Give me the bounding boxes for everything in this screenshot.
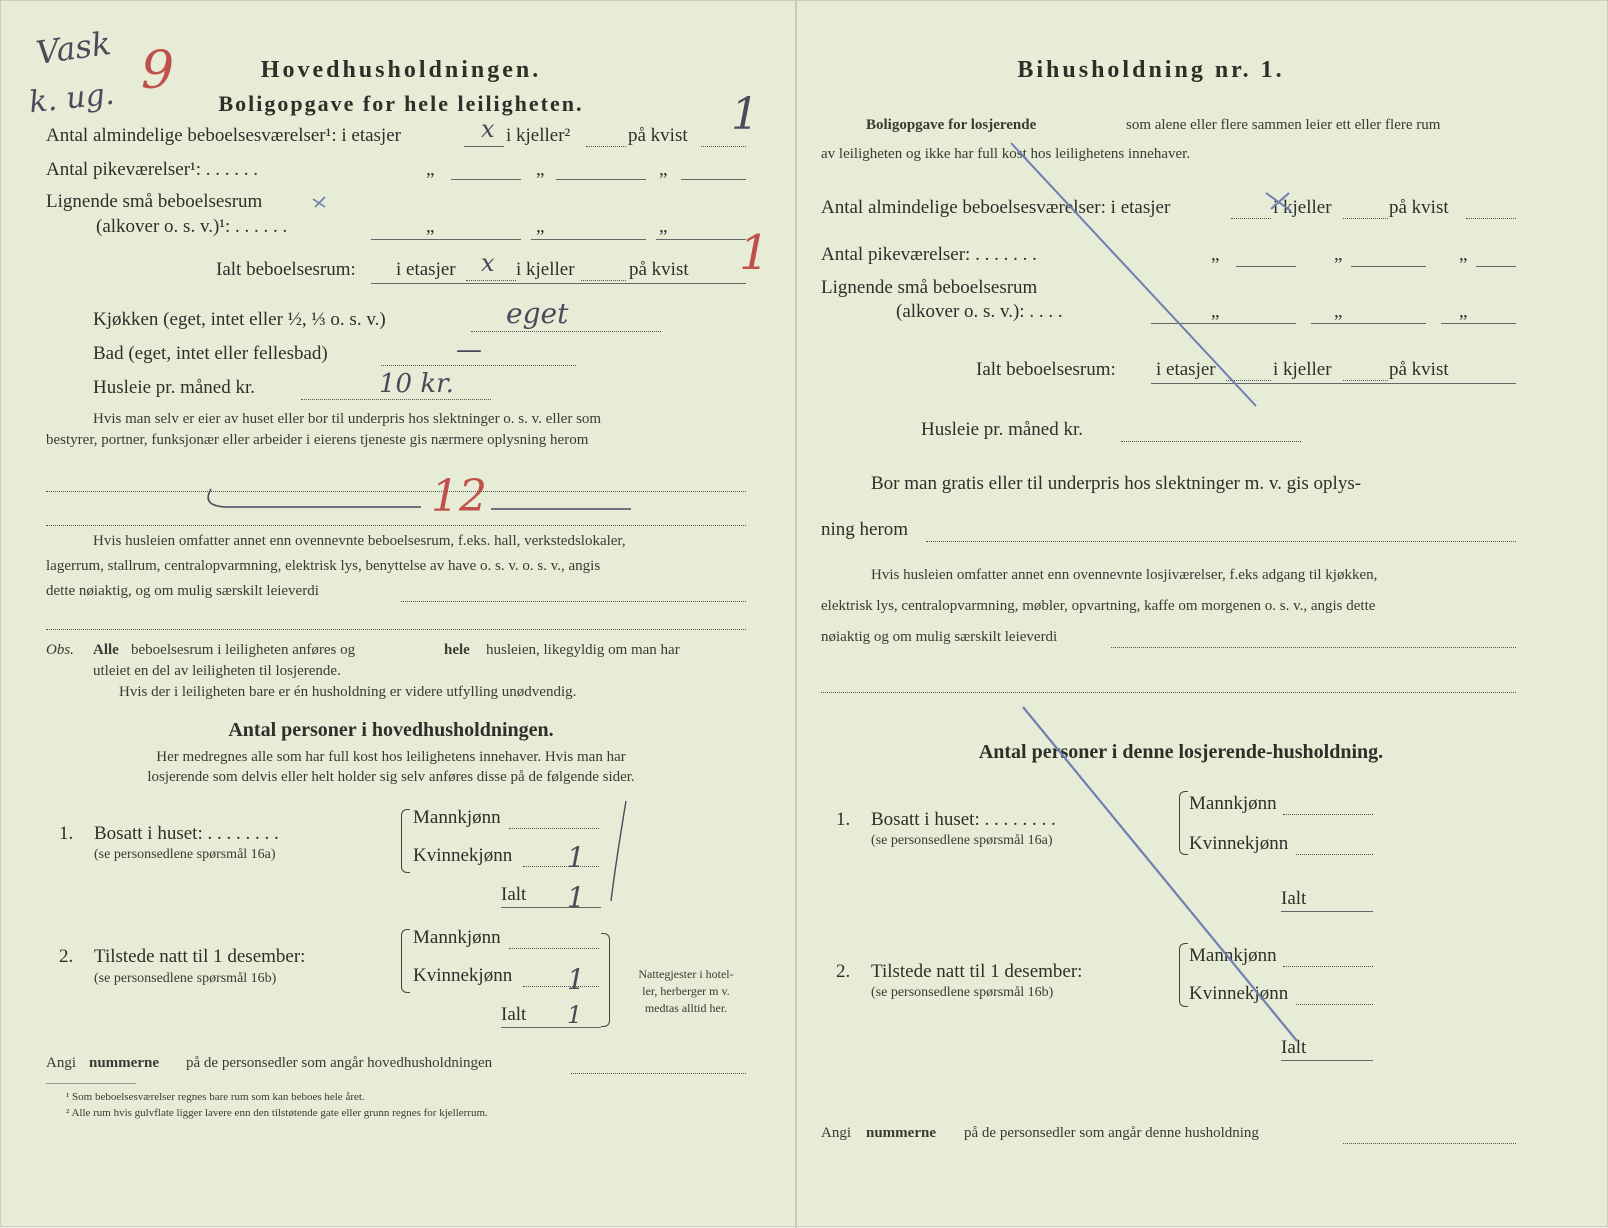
q1-number: 1. — [59, 823, 74, 844]
main-household-section — [31, 1, 771, 1228]
lodger-angi-line — [1343, 1143, 1516, 1144]
lodger-q1-sub: (se personsedlene spørsmål 16a) — [871, 833, 1053, 848]
lodger-q1-female-line — [1296, 854, 1373, 855]
lodger-maid-label: Antal pikeværelser: . . . . . . . — [821, 244, 1037, 265]
lodger-household-title: Bihusholdning nr. 1. — [1017, 57, 1285, 83]
handwritten-total-etasjer: x — [481, 249, 495, 277]
obs-alle: Alle — [93, 642, 119, 658]
lodger-q2-number: 2. — [836, 961, 851, 982]
persons-paragraph-2: losjerende som delvis eller helt holder sig selv anføres disse på de følgende sider. — [147, 769, 635, 785]
rent-includes-line — [401, 601, 746, 602]
lodger-maid-kvist-line — [1476, 266, 1516, 267]
lodger-q1-male-label: Mannkjønn — [1189, 793, 1277, 814]
ditto-mark: „ — [426, 216, 435, 237]
handwritten-total-kvist: 1 — [739, 225, 770, 281]
rent-includes-paragraph-2: lagerrum, stallrum, centralopvarmning, elektrisk lys, benyttelse av have o. s. v. o. s. v., angis — [46, 558, 601, 574]
ditto-mark: „ — [1211, 301, 1220, 322]
lodger-q1-total-line — [1281, 911, 1373, 912]
q2-brace — [401, 929, 410, 993]
lodger-alcoves-etasjer-line — [1151, 323, 1296, 324]
lodger-free-paragraph-1: Bor man gratis eller til underpris hos slektninger m. v. gis oplys- — [871, 473, 1362, 494]
lodger-rent-label: Husleie pr. måned kr. — [921, 419, 1083, 440]
obs-text-1: beboelsesrum i leiligheten anføres og — [131, 642, 356, 658]
lodger-free-paragraph-2: ning herom — [821, 519, 909, 540]
lodger-persons-title: Antal personer i denne losjerende-husholdning. — [978, 741, 1384, 763]
rooms-ordinary-label: Antal almindelige beboelsesværelser¹: i etasjer — [46, 125, 401, 146]
lodger-q1-brace — [1179, 791, 1188, 855]
lodger-total-kjeller-line — [1343, 380, 1388, 381]
total-kjeller-label: i kjeller — [516, 259, 575, 280]
lodger-includes-3: nøiaktig og om mulig særskilt leieverdi — [821, 629, 1058, 645]
lodger-q1-number: 1. — [836, 809, 851, 830]
lodger-q2-label: Tilstede natt til 1 desember: — [871, 961, 1083, 982]
handwritten-q1-total: 1 — [567, 881, 585, 914]
ditto-mark: „ — [1334, 301, 1343, 322]
lodger-q2-sub: (se personsedlene spørsmål 16b) — [871, 985, 1054, 1000]
lodger-q2-total-line — [1281, 1060, 1373, 1061]
angi-label: Angi — [46, 1055, 76, 1071]
ditto-mark: „ — [1211, 244, 1220, 265]
obs-text-2: husleien, likegyldig om man har — [486, 642, 680, 658]
footnote-1: ¹ Som beboelsesværelser regnes bare rum som kan beboes hele året. — [66, 1091, 365, 1103]
handwritten-rooms-etasjer: x — [481, 115, 495, 143]
lodger-angi-text: på de personsedler som angår denne husholdning — [964, 1125, 1259, 1141]
q1-sub: (se personsedlene spørsmål 16a) — [94, 847, 276, 862]
obs-text-4: Hvis der i leiligheten bare er én husholdning er videre utfylling unødvendig. — [119, 684, 577, 700]
rent-label: Husleie pr. måned kr. — [93, 377, 255, 398]
total-kjeller-line — [581, 280, 626, 281]
lodger-rent-line — [1121, 441, 1301, 442]
lodger-q2-female-label: Kvinnekjønn — [1189, 983, 1289, 1004]
q2-total-line — [501, 1027, 601, 1028]
lodger-maid-kjeller-line — [1351, 266, 1426, 267]
lodger-intro-text: som alene eller flere sammen leier ett eller flere rum — [1126, 117, 1441, 133]
handwritten-bath: — — [456, 335, 482, 365]
q2-total-label: Ialt — [501, 1004, 527, 1025]
lodger-small-rooms-label: Lignende små beboelsesrum — [821, 277, 1038, 298]
maid-kjeller-line — [556, 179, 646, 180]
q1-total-label: Ialt — [501, 884, 527, 905]
obs-hele: hele — [444, 642, 470, 658]
lodger-includes-2: elektrisk lys, centralopvarmning, møbler, opvartning, kaffe om morgenen o. s. v., angis dette — [821, 598, 1376, 614]
lodger-alcoves-kvist-line — [1441, 323, 1516, 324]
lodger-total-underline — [1151, 383, 1516, 384]
lodger-intro-bold: Boligopgave for losjerende — [866, 117, 1037, 133]
ditto-mark: „ — [536, 159, 545, 180]
night-guests-3: medtas alltid her. — [644, 1001, 728, 1015]
ditto-mark: „ — [1459, 301, 1468, 322]
handwritten-corner-number: 9 — [141, 41, 175, 101]
rent-line — [301, 399, 491, 400]
alcoves-label: (alkover o. s. v.)¹: . . . . . . — [96, 216, 288, 237]
rooms-kjeller-label: i kjeller² — [506, 125, 571, 146]
rooms-kvist-label: på kvist — [628, 125, 688, 146]
night-guests-2: ler, herberger m v. — [642, 984, 730, 998]
maid-rooms-label: Antal pikeværelser¹: . . . . . . — [46, 159, 259, 180]
handwritten-corner-2: k. ug. — [27, 76, 116, 121]
lodger-q2-female-line — [1296, 1004, 1373, 1005]
q1-female-line — [523, 866, 599, 867]
total-etasjer-label: i etasjer — [396, 259, 456, 280]
owner-paragraph-1: Hvis man selv er eier av huset eller bor til underpris hos slektninger o. s. v. eller som — [93, 411, 602, 427]
ditto-mark: „ — [1334, 244, 1343, 265]
q2-right-brace — [601, 933, 610, 1027]
q2-sub: (se personsedlene spørsmål 16b) — [94, 971, 277, 986]
kitchen-line — [471, 331, 661, 332]
ditto-mark: „ — [1459, 244, 1468, 265]
lodger-household-section — [821, 1, 1551, 1228]
maid-kvist-line — [681, 179, 746, 180]
alcoves-kvist-line — [656, 239, 746, 240]
lodger-q1-male-line — [1283, 814, 1373, 815]
alcoves-etasjer-line — [371, 239, 521, 240]
ditto-mark: „ — [536, 216, 545, 237]
q2-female-label: Kvinnekjønn — [413, 965, 513, 986]
ditto-mark: „ — [426, 159, 435, 180]
handwritten-owner-note: 12 — [431, 471, 487, 522]
handwritten-rent: 10 kr. — [379, 369, 454, 399]
q1-female-label: Kvinnekjønn — [413, 845, 513, 866]
ditto-mark: „ — [659, 159, 668, 180]
owner-answer-line-1 — [46, 491, 746, 492]
lodger-q2-total-label: Ialt — [1281, 1037, 1307, 1058]
lodger-q2-brace — [1179, 943, 1188, 1007]
q2-label: Tilstede natt til 1 desember: — [94, 946, 306, 967]
lodger-q2-male-line — [1283, 966, 1373, 967]
q1-male-line — [509, 828, 599, 829]
q1-brace — [401, 809, 410, 873]
obs-text-3: utleiet en del av leiligheten til losjerende. — [93, 663, 341, 679]
lodger-kvist-line — [1466, 218, 1516, 219]
lodger-q1-label: Bosatt i huset: . . . . . . . . — [871, 809, 1056, 830]
lodger-kjeller-label: i kjeller — [1273, 197, 1332, 218]
main-household-title: Hovedhusholdningen. — [260, 57, 542, 83]
total-kvist-label: på kvist — [629, 259, 689, 280]
persons-title: Antal personer i hovedhusholdningen. — [228, 719, 554, 741]
rent-includes-paragraph-1: Hvis husleien omfatter annet enn ovennevnte beboelsesrum, f.eks. hall, verkstedslokaler, — [93, 533, 626, 549]
handwritten-q2-female: 1 — [567, 963, 585, 996]
footnote-2: ² Alle rum hvis gulvflate ligger lavere enn den tilstøtende gate eller grunn regnes for kjellerrum. — [66, 1107, 488, 1119]
bath-line — [381, 365, 576, 366]
q1-male-label: Mannkjønn — [413, 807, 501, 828]
rooms-kjeller-line — [586, 146, 626, 147]
lodger-includes-line — [1111, 647, 1516, 648]
angi-text: på de personsedler som angår hovedhusholdningen — [186, 1055, 493, 1071]
lodger-includes-1: Hvis husleien omfatter annet enn ovennevnte losjiværelser, f.eks adgang til kjøkken, — [871, 567, 1378, 583]
lodger-includes-line-2 — [821, 692, 1516, 693]
lodger-maid-etasjer-line — [1236, 266, 1296, 267]
lodger-q2-male-label: Mannkjønn — [1189, 945, 1277, 966]
lodger-angi-label: Angi — [821, 1125, 851, 1141]
owner-paragraph-2: bestyrer, portner, funksjonær eller arbeider i eierens tjeneste gis nærmere oplysning herom — [46, 432, 589, 448]
lodger-etasjer-line — [1231, 218, 1271, 219]
q1-label: Bosatt i huset: . . . . . . . . — [94, 823, 279, 844]
angi-nummerne: nummerne — [89, 1055, 159, 1071]
maid-etasjer-line — [451, 179, 521, 180]
handwritten-kitchen: eget — [506, 297, 569, 330]
footnote-rule — [46, 1083, 136, 1084]
lodger-free-line — [926, 541, 1516, 542]
q2-number: 2. — [59, 946, 74, 967]
lodger-alcoves-kjeller-line — [1311, 323, 1426, 324]
lodger-total-kvist-label: på kvist — [1389, 359, 1449, 380]
q2-female-line — [523, 986, 599, 987]
rent-includes-line-2 — [46, 629, 746, 630]
rooms-etasjer-line — [464, 146, 504, 147]
lodger-angi-nummerne: nummerne — [866, 1125, 936, 1141]
total-etasjer-line — [466, 280, 516, 281]
small-rooms-label: Lignende små beboelsesrum — [46, 191, 263, 212]
main-household-subtitle: Boligopgave for hele leiligheten. — [218, 91, 584, 116]
rooms-kvist-line — [701, 146, 746, 147]
q1-total-line — [501, 907, 601, 908]
lodger-rooms-label: Antal almindelige beboelsesværelser: i etasjer — [821, 197, 1171, 218]
lodger-q1-female-label: Kvinnekjønn — [1189, 833, 1289, 854]
night-guests-1: Nattegjester i hotel- — [638, 967, 734, 981]
lodger-total-label: Ialt beboelsesrum: — [976, 359, 1116, 380]
q2-male-line — [509, 948, 599, 949]
lodger-total-kjeller-label: i kjeller — [1273, 359, 1332, 380]
kitchen-label: Kjøkken (eget, intet eller ½, ⅓ o. s. v.) — [93, 309, 386, 330]
obs-label: Obs. — [46, 642, 74, 658]
total-underline — [371, 283, 746, 284]
alcoves-kjeller-line — [531, 239, 646, 240]
handwritten-q2-total: 1 — [567, 1001, 583, 1029]
lodger-kvist-label: på kvist — [1389, 197, 1449, 218]
persons-paragraph-1: Her medregnes alle som har full kost hos leilighetens innehaver. Hvis man har — [156, 749, 626, 765]
handwritten-q1-female: 1 — [567, 841, 585, 874]
owner-answer-line-2 — [46, 525, 746, 526]
total-rooms-label: Ialt beboelsesrum: — [216, 259, 356, 280]
lodger-total-etasjer-line — [1226, 380, 1271, 381]
lodger-kjeller-line — [1343, 218, 1388, 219]
lodger-intro-text-2: av leiligheten og ikke har full kost hos leilighetens innehaver. — [821, 146, 1191, 162]
lodger-total-etasjer-label: i etasjer — [1156, 359, 1216, 380]
bath-label: Bad (eget, intet eller fellesbad) — [93, 343, 328, 364]
angi-line — [571, 1073, 746, 1074]
ditto-mark: „ — [659, 216, 668, 237]
lodger-q1-total-label: Ialt — [1281, 888, 1307, 909]
handwritten-corner-1: Vask — [33, 23, 114, 73]
handwritten-rooms-kvist: 1 — [731, 89, 759, 140]
q2-male-label: Mannkjønn — [413, 927, 501, 948]
lodger-alcoves-label: (alkover o. s. v.): . . . . — [896, 301, 1063, 322]
rent-includes-paragraph-3: dette nøiaktig, og om mulig særskilt leieverdi — [46, 583, 319, 599]
page-fold — [795, 1, 797, 1228]
